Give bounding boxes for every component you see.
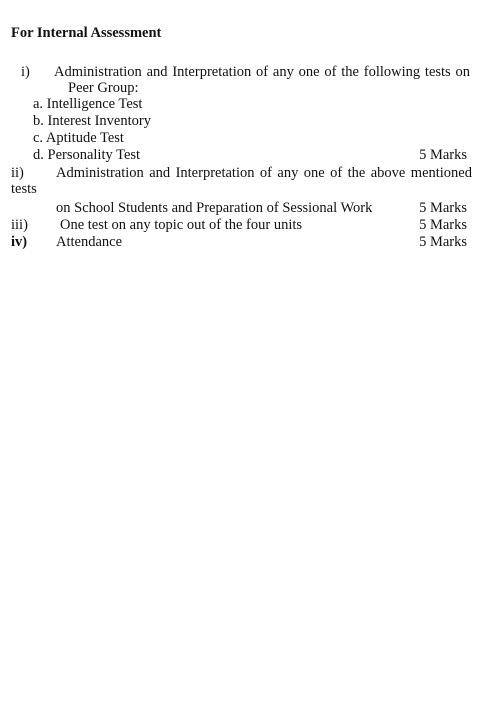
item-1-text-line-2: Peer Group: [68, 80, 139, 96]
item-3-marks: 5 Marks [419, 217, 467, 233]
item-2-marks: 5 Marks [419, 200, 467, 216]
item-4-number: iv) [11, 234, 28, 250]
item-3-number: iii) [11, 217, 28, 233]
item-1-text-line-1: Administration and Interpretation of any one of the following tests on [54, 64, 470, 80]
subitem-personality-test: d. Personality Test [33, 147, 141, 163]
section-heading: For Internal Assessment [11, 25, 162, 41]
subitem-interest-inventory: b. Interest Inventory [33, 113, 151, 129]
item-4-text: Attendance [56, 234, 123, 250]
item-3-text: One test on any topic out of the four units [60, 217, 303, 233]
item-2-number: ii) [11, 165, 24, 181]
subitem-intelligence-test: a. Intelligence Test [33, 96, 143, 112]
item-2-text-line-2: on School Students and Preparation of Sessional Work [56, 200, 373, 216]
item-2-text-wrap: tests [11, 181, 37, 197]
item-1-marks: 5 Marks [419, 147, 467, 163]
item-2-text-line-1: Administration and Interpretation of any one of the above mentioned [56, 165, 472, 181]
subitem-aptitude-test: c. Aptitude Test [33, 130, 124, 146]
item-1-number: i) [21, 64, 30, 80]
item-4-marks: 5 Marks [419, 234, 467, 250]
